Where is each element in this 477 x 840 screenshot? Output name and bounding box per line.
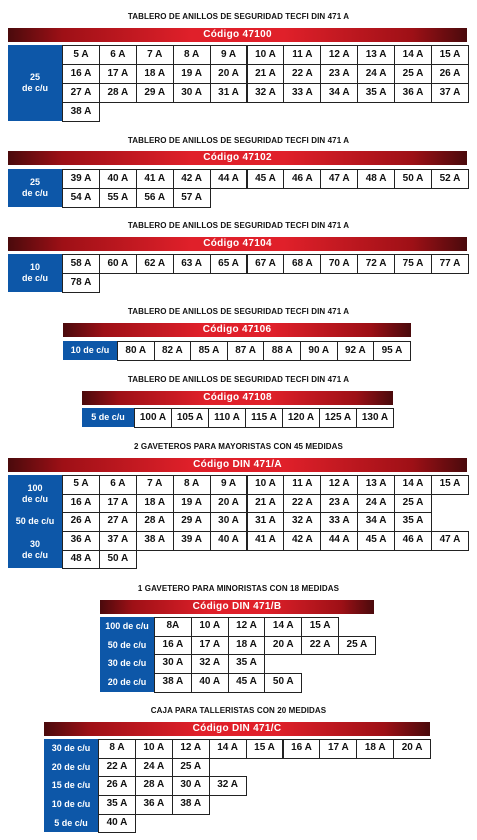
ring-size-cell: 16 A xyxy=(62,494,100,514)
ring-size-cell: 17 A xyxy=(191,636,229,656)
ring-size-cell: 72 A xyxy=(357,254,395,274)
ring-size-cell: 35 A xyxy=(394,512,432,532)
ring-size-cell: 11 A xyxy=(283,475,321,495)
ring-size-cell: 8A xyxy=(154,617,192,637)
product-code-bar: Código 47104 xyxy=(8,237,467,251)
ring-size-cell: 63 A xyxy=(173,254,211,274)
ring-size-cell: 24 A xyxy=(135,758,173,778)
ring-size-cell: 12 A xyxy=(172,739,210,759)
ring-size-cell: 54 A xyxy=(62,188,100,208)
ring-size-cell: 25 A xyxy=(394,64,432,84)
ring-size-cell: 22 A xyxy=(98,758,136,778)
ring-size-cell: 50 A xyxy=(394,169,432,189)
ring-size-cell: 28 A xyxy=(136,512,174,532)
quantity-label: 100 de c/u xyxy=(8,475,62,512)
ring-size-cell: 55 A xyxy=(99,188,137,208)
ring-size-cell: 6 A xyxy=(99,45,137,65)
product-code-bar: Código DIN 471/C xyxy=(44,722,430,736)
quantity-label: 10 de c/u xyxy=(63,341,117,360)
ring-size-cell: 28 A xyxy=(99,83,137,103)
ring-size-cell: 17 A xyxy=(99,494,137,514)
section-title: TABLERO DE ANILLOS DE SEGURIDAD TECFI DIN 471 A xyxy=(127,12,350,21)
ring-size-cell: 32 A xyxy=(191,654,229,674)
ring-size-cell: 47 A xyxy=(431,531,469,551)
ring-size-cell: 30 A xyxy=(154,654,192,674)
ring-size-cell: 45 A xyxy=(228,673,266,693)
ring-size-cell: 60 A xyxy=(99,254,137,274)
ring-size-cell: 78 A xyxy=(62,273,100,293)
ring-size-cell: 15 A xyxy=(301,617,339,637)
ring-size-cell: 13 A xyxy=(357,45,395,65)
section-title: TABLERO DE ANILLOS DE SEGURIDAD TECFI DIN 471 A xyxy=(127,307,350,316)
ring-size-cell: 45 A xyxy=(357,531,395,551)
ring-size-cell: 20 A xyxy=(393,739,431,759)
quantity-label: 25 de c/u xyxy=(8,169,62,207)
ring-size-cell: 24 A xyxy=(357,64,395,84)
ring-size-cell: 11 A xyxy=(283,45,321,65)
ring-size-cell: 62 A xyxy=(136,254,174,274)
ring-size-cell: 35 A xyxy=(98,795,136,815)
ring-size-cell: 31 A xyxy=(210,83,248,103)
quantity-label: 50 de c/u xyxy=(100,636,154,655)
ring-size-cell: 32 A xyxy=(247,83,285,103)
ring-size-cell: 44 A xyxy=(320,531,358,551)
ring-size-cell: 7 A xyxy=(136,45,174,65)
ring-size-cell: 52 A xyxy=(431,169,469,189)
ring-size-cell: 30 A xyxy=(173,83,211,103)
ring-size-cell: 92 A xyxy=(337,341,375,361)
ring-size-cell: 17 A xyxy=(99,64,137,84)
ring-size-cell: 39 A xyxy=(62,169,100,189)
ring-size-cell: 29 A xyxy=(173,512,211,532)
ring-size-cell: 12 A xyxy=(320,475,358,495)
ring-size-cell: 44 A xyxy=(210,169,248,189)
ring-size-cell: 6 A xyxy=(99,475,137,495)
product-code-bar: Código DIN 471/A xyxy=(8,458,467,472)
ring-size-cell: 56 A xyxy=(136,188,174,208)
ring-size-cell: 82 A xyxy=(154,341,192,361)
ring-size-cell: 35 A xyxy=(357,83,395,103)
ring-size-cell: 80 A xyxy=(117,341,155,361)
ring-size-cell: 38 A xyxy=(172,795,210,815)
ring-size-cell: 29 A xyxy=(136,83,174,103)
quantity-label: 20 de c/u xyxy=(100,673,154,692)
ring-size-cell: 31 A xyxy=(247,512,285,532)
ring-size-cell: 20 A xyxy=(210,494,248,514)
ring-size-cell: 39 A xyxy=(173,531,211,551)
ring-size-cell: 40 A xyxy=(98,814,136,834)
ring-size-cell: 115 A xyxy=(245,408,283,428)
ring-size-cell: 90 A xyxy=(300,341,338,361)
ring-size-cell: 10 A xyxy=(191,617,229,637)
quantity-label: 30 de c/u xyxy=(44,739,98,758)
ring-size-cell: 70 A xyxy=(320,254,358,274)
quantity-label: 5 de c/u xyxy=(82,408,134,427)
ring-size-cell: 26 A xyxy=(62,512,100,532)
ring-size-cell: 25 A xyxy=(394,494,432,514)
ring-size-cell: 34 A xyxy=(357,512,395,532)
ring-size-cell: 50 A xyxy=(264,673,302,693)
quantity-label: 25 de c/u xyxy=(8,45,62,121)
ring-size-cell: 85 A xyxy=(190,341,228,361)
ring-size-cell: 27 A xyxy=(62,83,100,103)
ring-size-cell: 30 A xyxy=(172,776,210,796)
ring-size-cell: 12 A xyxy=(320,45,358,65)
ring-size-cell: 22 A xyxy=(283,494,321,514)
ring-size-cell: 8 A xyxy=(173,475,211,495)
ring-size-cell: 18 A xyxy=(136,494,174,514)
product-code-bar: Código 47100 xyxy=(8,28,467,42)
ring-size-cell: 125 A xyxy=(319,408,357,428)
ring-size-cell: 18 A xyxy=(136,64,174,84)
product-code-bar: Código 47106 xyxy=(63,323,411,337)
quantity-label: 10 de c/u xyxy=(8,254,62,292)
ring-size-cell: 17 A xyxy=(319,739,357,759)
product-code-bar: Código 47102 xyxy=(8,151,467,165)
ring-size-cell: 65 A xyxy=(210,254,248,274)
ring-size-cell: 21 A xyxy=(247,494,285,514)
ring-size-cell: 48 A xyxy=(62,550,100,570)
ring-size-cell: 10 A xyxy=(247,475,285,495)
ring-size-cell: 16 A xyxy=(62,64,100,84)
ring-size-cell: 88 A xyxy=(263,341,301,361)
ring-size-cell: 9 A xyxy=(210,45,248,65)
ring-size-cell: 18 A xyxy=(228,636,266,656)
quantity-label: 5 de c/u xyxy=(44,814,98,833)
ring-size-cell: 68 A xyxy=(283,254,321,274)
ring-size-cell: 8 A xyxy=(98,739,136,759)
ring-size-cell: 22 A xyxy=(301,636,339,656)
ring-size-cell: 37 A xyxy=(431,83,469,103)
ring-size-cell: 14 A xyxy=(209,739,247,759)
ring-size-cell: 42 A xyxy=(283,531,321,551)
quantity-label: 15 de c/u xyxy=(44,776,98,795)
ring-size-cell: 27 A xyxy=(99,512,137,532)
ring-size-cell: 46 A xyxy=(394,531,432,551)
section-title: TABLERO DE ANILLOS DE SEGURIDAD TECFI DIN 471 A xyxy=(127,136,350,145)
ring-size-cell: 48 A xyxy=(357,169,395,189)
ring-size-cell: 14 A xyxy=(264,617,302,637)
ring-size-cell: 57 A xyxy=(173,188,211,208)
ring-size-cell: 100 A xyxy=(134,408,172,428)
ring-size-cell: 33 A xyxy=(283,83,321,103)
ring-size-cell: 45 A xyxy=(247,169,285,189)
ring-size-cell: 10 A xyxy=(247,45,285,65)
ring-size-cell: 20 A xyxy=(210,64,248,84)
ring-size-cell: 110 A xyxy=(208,408,246,428)
ring-size-cell: 5 A xyxy=(62,475,100,495)
ring-size-cell: 15 A xyxy=(246,739,284,759)
quantity-label: 50 de c/u xyxy=(8,512,62,531)
ring-size-cell: 32 A xyxy=(283,512,321,532)
ring-size-cell: 30 A xyxy=(210,512,248,532)
product-code-bar: Código 47108 xyxy=(82,391,393,405)
ring-size-cell: 10 A xyxy=(135,739,173,759)
ring-size-cell: 8 A xyxy=(173,45,211,65)
section-title: 2 GAVETEROS PARA MAYORISTAS CON 45 MEDIDAS xyxy=(134,442,343,451)
section-title: TABLERO DE ANILLOS DE SEGURIDAD TECFI DIN 471 A xyxy=(127,375,350,384)
ring-size-cell: 105 A xyxy=(171,408,209,428)
ring-size-cell: 40 A xyxy=(99,169,137,189)
ring-size-cell: 40 A xyxy=(210,531,248,551)
ring-size-cell: 9 A xyxy=(210,475,248,495)
ring-size-cell: 77 A xyxy=(431,254,469,274)
ring-size-cell: 25 A xyxy=(338,636,376,656)
section-title: TABLERO DE ANILLOS DE SEGURIDAD TECFI DIN 471 A xyxy=(127,221,350,230)
ring-size-cell: 87 A xyxy=(227,341,265,361)
ring-size-cell: 14 A xyxy=(394,475,432,495)
ring-size-cell: 120 A xyxy=(282,408,320,428)
quantity-label: 20 de c/u xyxy=(44,758,98,777)
ring-size-cell: 36 A xyxy=(394,83,432,103)
ring-size-cell: 50 A xyxy=(99,550,137,570)
ring-size-cell: 21 A xyxy=(247,64,285,84)
ring-size-cell: 46 A xyxy=(283,169,321,189)
ring-size-cell: 20 A xyxy=(264,636,302,656)
ring-size-cell: 95 A xyxy=(373,341,411,361)
ring-size-cell: 25 A xyxy=(172,758,210,778)
ring-size-cell: 12 A xyxy=(228,617,266,637)
ring-size-cell: 26 A xyxy=(98,776,136,796)
ring-size-cell: 22 A xyxy=(283,64,321,84)
ring-size-cell: 130 A xyxy=(356,408,394,428)
ring-size-cell: 42 A xyxy=(173,169,211,189)
ring-size-cell: 19 A xyxy=(173,494,211,514)
ring-size-cell: 75 A xyxy=(394,254,432,274)
product-code-bar: Código DIN 471/B xyxy=(100,600,374,614)
ring-size-cell: 23 A xyxy=(320,64,358,84)
ring-size-cell: 35 A xyxy=(228,654,266,674)
section-title: 1 GAVETERO PARA MINORISTAS CON 18 MEDIDAS xyxy=(137,584,340,593)
ring-size-cell: 26 A xyxy=(431,64,469,84)
ring-size-cell: 58 A xyxy=(62,254,100,274)
ring-size-cell: 23 A xyxy=(320,494,358,514)
ring-size-cell: 37 A xyxy=(99,531,137,551)
ring-size-cell: 16 A xyxy=(154,636,192,656)
ring-size-cell: 24 A xyxy=(357,494,395,514)
ring-size-cell: 38 A xyxy=(154,673,192,693)
ring-size-cell: 41 A xyxy=(136,169,174,189)
ring-size-cell: 28 A xyxy=(135,776,173,796)
ring-size-cell: 16 A xyxy=(283,739,321,759)
ring-size-cell: 36 A xyxy=(62,531,100,551)
ring-size-cell: 5 A xyxy=(62,45,100,65)
quantity-label: 100 de c/u xyxy=(100,617,154,636)
ring-size-cell: 13 A xyxy=(357,475,395,495)
ring-size-cell: 15 A xyxy=(431,45,469,65)
ring-size-cell: 15 A xyxy=(431,475,469,495)
ring-size-cell: 38 A xyxy=(136,531,174,551)
section-title: CAJA PARA TALLERISTAS CON 20 MEDIDAS xyxy=(150,706,327,715)
ring-size-cell: 14 A xyxy=(394,45,432,65)
ring-size-cell: 33 A xyxy=(320,512,358,532)
ring-size-cell: 38 A xyxy=(62,102,100,122)
quantity-label: 10 de c/u xyxy=(44,795,98,814)
ring-size-cell: 18 A xyxy=(356,739,394,759)
ring-size-cell: 19 A xyxy=(173,64,211,84)
ring-size-cell: 47 A xyxy=(320,169,358,189)
ring-size-cell: 36 A xyxy=(135,795,173,815)
ring-size-cell: 40 A xyxy=(191,673,229,693)
ring-size-cell: 7 A xyxy=(136,475,174,495)
quantity-label: 30 de c/u xyxy=(100,654,154,673)
quantity-label: 30 de c/u xyxy=(8,531,62,568)
ring-size-cell: 34 A xyxy=(320,83,358,103)
ring-size-cell: 32 A xyxy=(209,776,247,796)
ring-size-cell: 41 A xyxy=(247,531,285,551)
ring-size-cell: 67 A xyxy=(247,254,285,274)
